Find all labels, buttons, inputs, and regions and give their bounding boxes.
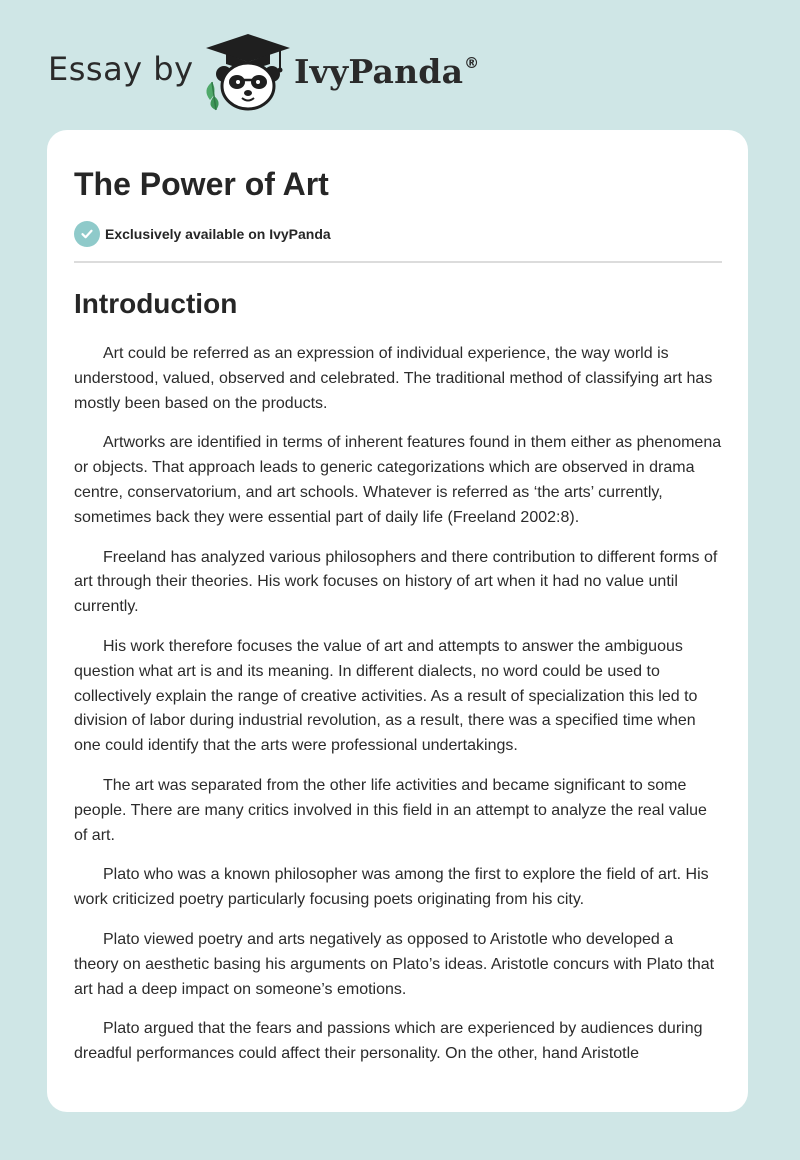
paragraph: Art could be referred as an expression of individual experience, the way world is understood, valued, observed and celebrated. The traditional method of classifying art has mostly been based on the products. — [74, 345, 713, 412]
exclusive-badge — [74, 221, 722, 247]
paragraph: His work therefore focuses the value of art and attempts to answer the ambiguous question what art is and its meaning. In different dialects, no word could be used to collectively explain the range of creative activities. As a result of specialization this led to division of labor during industrial revolution, as a result, there was a specified time when one could identify that the arts were professional undertakings. — [74, 637, 698, 755]
trademark-symbol: ® — [464, 54, 480, 72]
check-icon — [74, 221, 100, 247]
exclusive-label: Exclusively available on IvyPanda — [105, 226, 331, 242]
title-divider — [74, 261, 722, 263]
essay-body — [74, 342, 722, 1067]
paragraph: Plato who was a known philosopher was among the first to explore the field of art. His work criticized poetry particularly focusing poets originating from his city. — [74, 866, 709, 909]
section-heading-introduction: Introduction — [74, 288, 238, 319]
site-header — [48, 30, 548, 110]
paragraph: Plato argued that the fears and passions which are experienced by audiences during dreadful performances could affect their personality. On the other, hand Aristotle — [74, 1020, 703, 1063]
brand-name-text: IvyPanda — [294, 52, 464, 91]
essay-title: The Power of Art — [74, 166, 329, 202]
brand-name[interactable] — [294, 52, 479, 91]
essay-by-label: Essay by — [48, 50, 194, 88]
ivypanda-logo-icon[interactable] — [200, 30, 296, 112]
paragraph: The art was separated from the other life activities and became significant to some people. There are many critics involved in this field in an attempt to analyze the real value of art. — [74, 776, 707, 844]
essay-content — [47, 165, 748, 1067]
paragraph: Freeland has analyzed various philosophers and there contribution to different forms of art through their theories. His work focuses on history of art when it had no value until currently. — [74, 548, 718, 616]
paragraph: Artworks are identified in terms of inherent features found in them either as phenomena or objects. That approach leads to generic categorizations which are observed in drama centre, conservatorium, and art schools. Whatever is referred as ‘the arts’ currently, sometimes back they were essential part of daily life (Freeland 2002:8). — [74, 434, 722, 526]
paragraph: Plato viewed poetry and arts negatively as opposed to Aristotle who developed a theory on aesthetic basing his arguments on Plato’s ideas. Aristotle concurs with Plato that art had a deep impact on someone’s emotions. — [74, 930, 715, 998]
essay-card — [47, 130, 748, 1112]
